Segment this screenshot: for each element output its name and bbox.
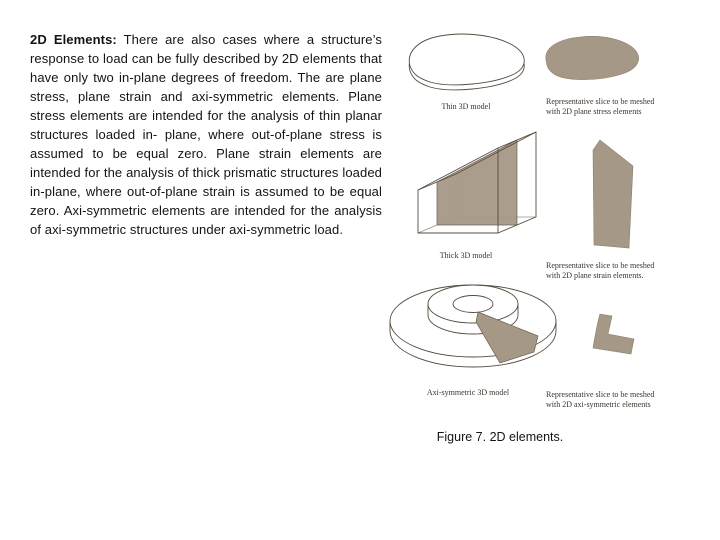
caption-axi-symmetric-slice: Representative slice to be meshed with 2D axi-symmetric elements — [546, 390, 655, 409]
figure-7-image — [388, 18, 690, 430]
caption-axi-symmetric-model: Axi-symmetric 3D model — [426, 388, 510, 397]
plane-stress-slice-shape — [546, 36, 639, 79]
figure-caption: Figure 7. 2D elements. — [436, 430, 564, 444]
figure-illustrations — [388, 18, 690, 430]
axi-symmetric-cut-face — [476, 312, 538, 363]
caption-plane-stress-slice: Representative slice to be meshed with 2D plane stress elements — [546, 97, 655, 116]
thick-3d-model-drawing — [418, 132, 536, 233]
thin-3d-model-drawing — [409, 34, 524, 90]
caption-thick-3d-model: Thick 3D model — [439, 251, 493, 260]
paragraph-lead: 2D Elements: — [30, 32, 117, 47]
caption-plane-strain-slice: Representative slice to be meshed with 2D plane strain elements. — [546, 261, 655, 280]
axi-symmetric-model-drawing — [390, 285, 556, 367]
paragraph-body: There are also cases where a structure’s response to load can be fully described by 2D elements that have only two in-plane degrees of freedom. The are plane stress, plane strain and axi-symmetric elements. Plane stress elements are intended for the analysis of thin planar structures loaded in- plane, where out-of-plane stress is assumed to be equal zero. Plane strain elements are intended for the analysis of thick prismatic structures loaded in-plane, where out-of-plane strain is assumed to be equal zero. Axi-symmetric elements are intended for the analysis of axi-symmetric structures under axi-symmetric load. — [30, 32, 382, 237]
body-paragraph — [30, 30, 382, 239]
plane-strain-slice-shape — [593, 140, 633, 248]
axi-symmetric-slice-shape — [593, 314, 634, 354]
caption-thin-3d-model: Thin 3D model — [441, 102, 491, 111]
